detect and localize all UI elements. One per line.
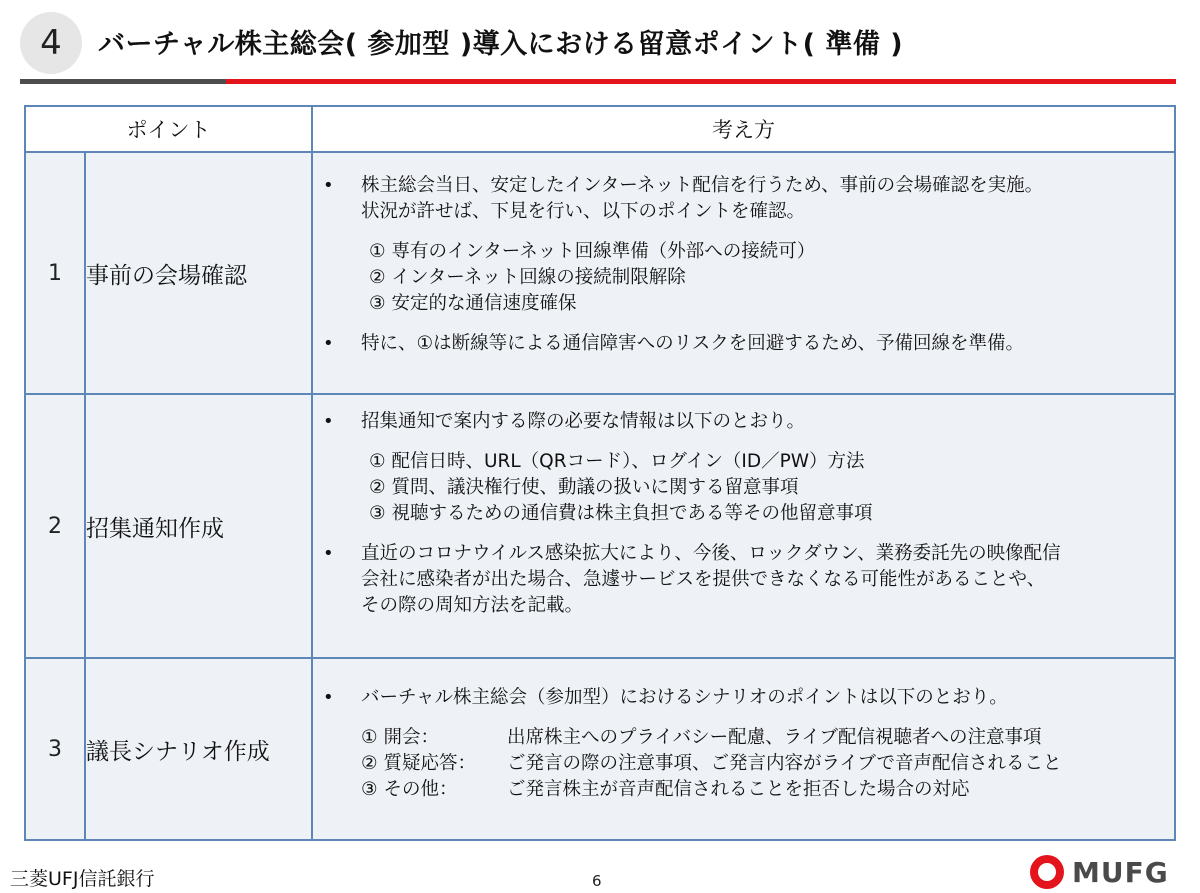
sub-item: ① 専有のインターネット回線準備（外部への接続可） xyxy=(369,241,816,262)
company-name: 三菱UFJ信託銀行 xyxy=(10,868,155,890)
row-number: 3 xyxy=(25,658,85,840)
sub-item: ③ 視聴するための通信費は株主負担である等その他留意事項 xyxy=(369,503,873,524)
table-row xyxy=(25,394,1175,658)
sub-item: ① 配信日時、URL（QRコード）、ログイン（ID／PW）方法 xyxy=(369,451,865,472)
row-point: 事前の会場確認 xyxy=(85,152,312,394)
sub-item: ③ 安定的な通信速度確保 xyxy=(369,293,577,314)
row-description xyxy=(312,152,1175,394)
mufg-logo xyxy=(1030,855,1169,889)
points-table xyxy=(24,105,1176,841)
bullet-item: • 特に、①は断線等による通信障害へのリスクを回避するため、予備回線を準備。 xyxy=(313,331,1174,357)
bullet-item: • 招集通知で案内する際の必要な情報は以下のとおり。 xyxy=(313,409,1174,435)
row-number: 1 xyxy=(25,152,85,394)
slide-title: バーチャル株主総会( 参加型 )導入における留意ポイント( 準備 ) xyxy=(98,29,904,60)
page-number: 6 xyxy=(592,872,602,890)
mufg-logo-text: MUFG xyxy=(1072,855,1169,889)
title-underline-red xyxy=(226,79,1176,84)
bullet-item: • 株主総会当日、安定したインターネット配信を行うため、事前の会場確認を実施。 状況が許せば、下見を行い、以下のポイントを確認。 xyxy=(313,173,1174,225)
column-header-point: ポイント xyxy=(25,106,312,152)
mufg-logo-icon xyxy=(1030,855,1064,889)
column-header-approach: 考え方 xyxy=(312,106,1175,152)
sub-item: ③ その他： ご発言株主が音声配信されることを拒否した場合の対応 xyxy=(361,779,970,800)
slide-header xyxy=(20,12,1176,74)
row-point: 招集通知作成 xyxy=(85,394,312,658)
sub-item: ② 質疑応答： ご発言の際の注意事項、ご発言内容がライブで音声配信されること xyxy=(361,753,1062,774)
sub-item: ② インターネット回線の接続制限解除 xyxy=(369,267,686,288)
row-number: 2 xyxy=(25,394,85,658)
bullet-item: • バーチャル株主総会（参加型）におけるシナリオのポイントは以下のとおり。 xyxy=(313,685,1174,711)
row-point: 議長シナリオ作成 xyxy=(85,658,312,840)
row-description xyxy=(312,394,1175,658)
table-header-row xyxy=(25,106,1175,152)
sub-item: ② 質問、議決権行使、動議の扱いに関する留意事項 xyxy=(369,477,799,498)
table-row xyxy=(25,658,1175,840)
sub-item: ① 開会： 出席株主へのプライバシー配慮、ライブ配信視聴者への注意事項 xyxy=(361,727,1042,748)
bullet-item: • 直近のコロナウイルス感染拡大により、今後、ロックダウン、業務委託先の映像配信 会社に感染者が出た場合、急遽サービスを提供できなくなる可能性があることや、 その際の周知方法を記載。 xyxy=(313,541,1174,619)
title-underline-dark xyxy=(20,79,226,84)
section-number-badge: 4 xyxy=(20,12,82,74)
row-description xyxy=(312,658,1175,840)
table-row xyxy=(25,152,1175,394)
